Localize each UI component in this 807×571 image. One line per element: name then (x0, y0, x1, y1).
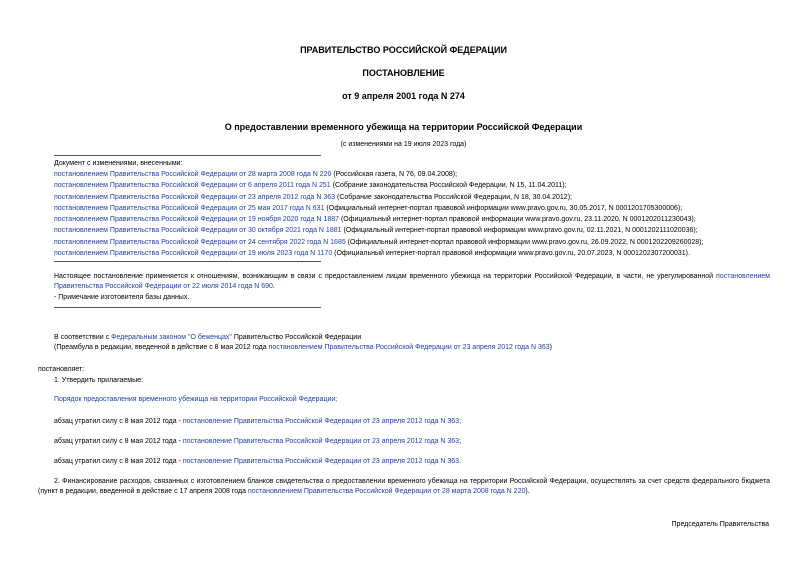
editor-note-text: Настоящее постановление применяется к отношениям, возникающим в связи с предоставлением лицам временного убежища на территории Российской Федерации, в части, не урегулированной (54, 273, 717, 280)
amendment-link[interactable]: постановлением Правительства Российской Федерации от 6 апреля 2011 года N 251 (54, 182, 331, 190)
resolves-text: постановляет: (38, 366, 85, 373)
procedure-link-line (54, 395, 337, 404)
lapsed-paragraph (54, 437, 461, 446)
lapsed-link[interactable]: постановление Правительства Российской Федерации от 23 апреля 2012 года N 363 (182, 458, 460, 465)
preamble-note-link[interactable]: постановлением Правительства Российской Федерации от 23 апреля 2012 года N 363 (268, 344, 550, 351)
change-item (54, 214, 703, 225)
document-type: ПОСТАНОВЛЕНИЕ (362, 68, 445, 78)
preamble-suffix: Правительство Российской Федерации (231, 334, 362, 341)
law-on-refugees-link[interactable]: Федеральным законом "О беженцах" (111, 334, 232, 341)
lapsed-paragraph (54, 457, 461, 466)
change-item (54, 203, 703, 214)
item-2-text: 2. Финансирование расходов, связанных с изготовлением бланков свидетельства о предоставлении временного убежища на территории Российской Федерации, осуществлять за счет средств федерального бюджета (пункт в редакции, введенной в действие с 17 апреля 2008 года (38, 478, 770, 495)
change-item (54, 237, 703, 248)
changes-list (54, 169, 703, 259)
preamble-note-prefix: (Преамбула в редакции, введенной в действие с 8 мая 2012 года (54, 344, 269, 351)
amendment-source: (Официальный интернет-портал правовой информации www.pravo.gov.ru, 30.05.2017, N 0001201705300006); (324, 204, 683, 212)
preamble-note-suffix: ) (549, 344, 552, 351)
editor-note-end: . (272, 283, 275, 290)
lapsed-link[interactable]: постановление Правительства Российской Федерации от 23 апреля 2012 года N 363 (182, 438, 460, 445)
amendment-source: (Официальный интернет-портал правовой информации www.pravo.gov.ru, 23.11.2020, N 0001202011230043); (339, 216, 696, 224)
document-date-number: от 9 апреля 2001 года N 274 (342, 91, 465, 101)
item-2 (38, 477, 770, 497)
change-item (54, 248, 703, 259)
amendment-link[interactable]: постановлением Правительства Российской Федерации от 25 мая 2017 года N 631 (54, 204, 325, 212)
change-item (54, 192, 703, 203)
change-item (54, 169, 703, 180)
amendment-source: (Российская газета, N 76, 09.04.2008); (331, 171, 458, 178)
amendment-link[interactable]: постановлением Правительства Российской Федерации от 23 апреля 2012 года N 363 (54, 193, 336, 201)
amendment-source: (Собрание законодательства Российской Федерации, N 18, 30.04.2012); (335, 193, 572, 201)
divider-top (54, 155, 321, 156)
lapsed-text: абзац утратил силу с 8 мая 2012 года - (54, 438, 183, 445)
amendment-source: (Официальный интернет-портал правовой информации www.pravo.gov.ru, 02.11.2021, N 0001202111020036); (341, 227, 698, 235)
lapsed-end: ; (459, 438, 462, 445)
preamble (54, 333, 361, 342)
lapsed-text: абзац утратил силу с 8 мая 2012 года - (54, 458, 183, 465)
lapsed-end: ; (459, 418, 462, 425)
lapsed-paragraph (54, 417, 461, 426)
amendment-source: (Официальный интернет-портал правовой информации www.pravo.gov.ru, 26.09.2022, N 0001202209260028); (345, 238, 704, 246)
lapsed-link[interactable]: постановление Правительства Российской Федерации от 23 апреля 2012 года N 363 (182, 418, 460, 425)
amendment-link[interactable]: постановлением Правительства Российской Федерации от 30 октября 2021 года N 1881 (54, 227, 342, 235)
lapsed-text: абзац утратил силу с 8 мая 2012 года - (54, 418, 183, 425)
editor-note (54, 272, 770, 292)
editor-note-link[interactable]: постановлением Правительства Российской Федерации от 22 июля 2014 года N 690 (54, 273, 770, 290)
amendment-link[interactable]: постановлением Правительства Российской Федерации от 28 марта 2008 года N 220 (54, 171, 332, 178)
change-item (54, 225, 703, 236)
lapsed-end: . (459, 458, 462, 465)
revision-note: (с изменениями на 19 июля 2023 года) (340, 141, 467, 148)
amendment-link[interactable]: постановлением Правительства Российской Федерации от 19 июля 2023 года N 1170 (54, 250, 333, 258)
divider-note (54, 307, 321, 308)
item-2-link[interactable]: постановлением Правительства Российской Федерации от 28 марта 2008 года N 220 (247, 488, 526, 495)
amendment-source: (Собрание законодательства Российской Федерации, N 15, 11.04.2011); (330, 182, 567, 190)
amendment-link[interactable]: постановлением Правительства Российской Федерации от 24 сентября 2022 года N 1685 (54, 238, 346, 246)
change-item (54, 180, 703, 191)
amendment-link[interactable]: постановлением Правительства Российской Федерации от 19 ноября 2020 года N 1887 (54, 216, 340, 224)
divider-bottom (54, 261, 321, 262)
procedure-link[interactable]: Порядок предоставления временного убежища на территории Российской Федерации; (54, 396, 338, 403)
document-title: О предоставлении временного убежища на территории Российской Федерации (224, 122, 583, 132)
changes-intro: Документ с изменениями, внесенными: (54, 160, 183, 167)
amendment-source: (Официальный интернет-портал правовой информации www.pravo.gov.ru, 20.07.2023, N 0001202307200031). (332, 250, 690, 258)
preamble-note (54, 343, 552, 352)
item-2-end: ). (525, 488, 530, 495)
signature-title: Председатель Правительства (671, 521, 769, 528)
editor-note-source: - Примечание изготовителя базы данных. (54, 294, 190, 301)
issuing-authority: ПРАВИТЕЛЬСТВО РОССИЙСКОЙ ФЕДЕРАЦИИ (300, 45, 507, 55)
item-1: 1. Утвердить прилагаемые: (54, 377, 143, 384)
preamble-prefix: В соответствии с (54, 334, 112, 341)
